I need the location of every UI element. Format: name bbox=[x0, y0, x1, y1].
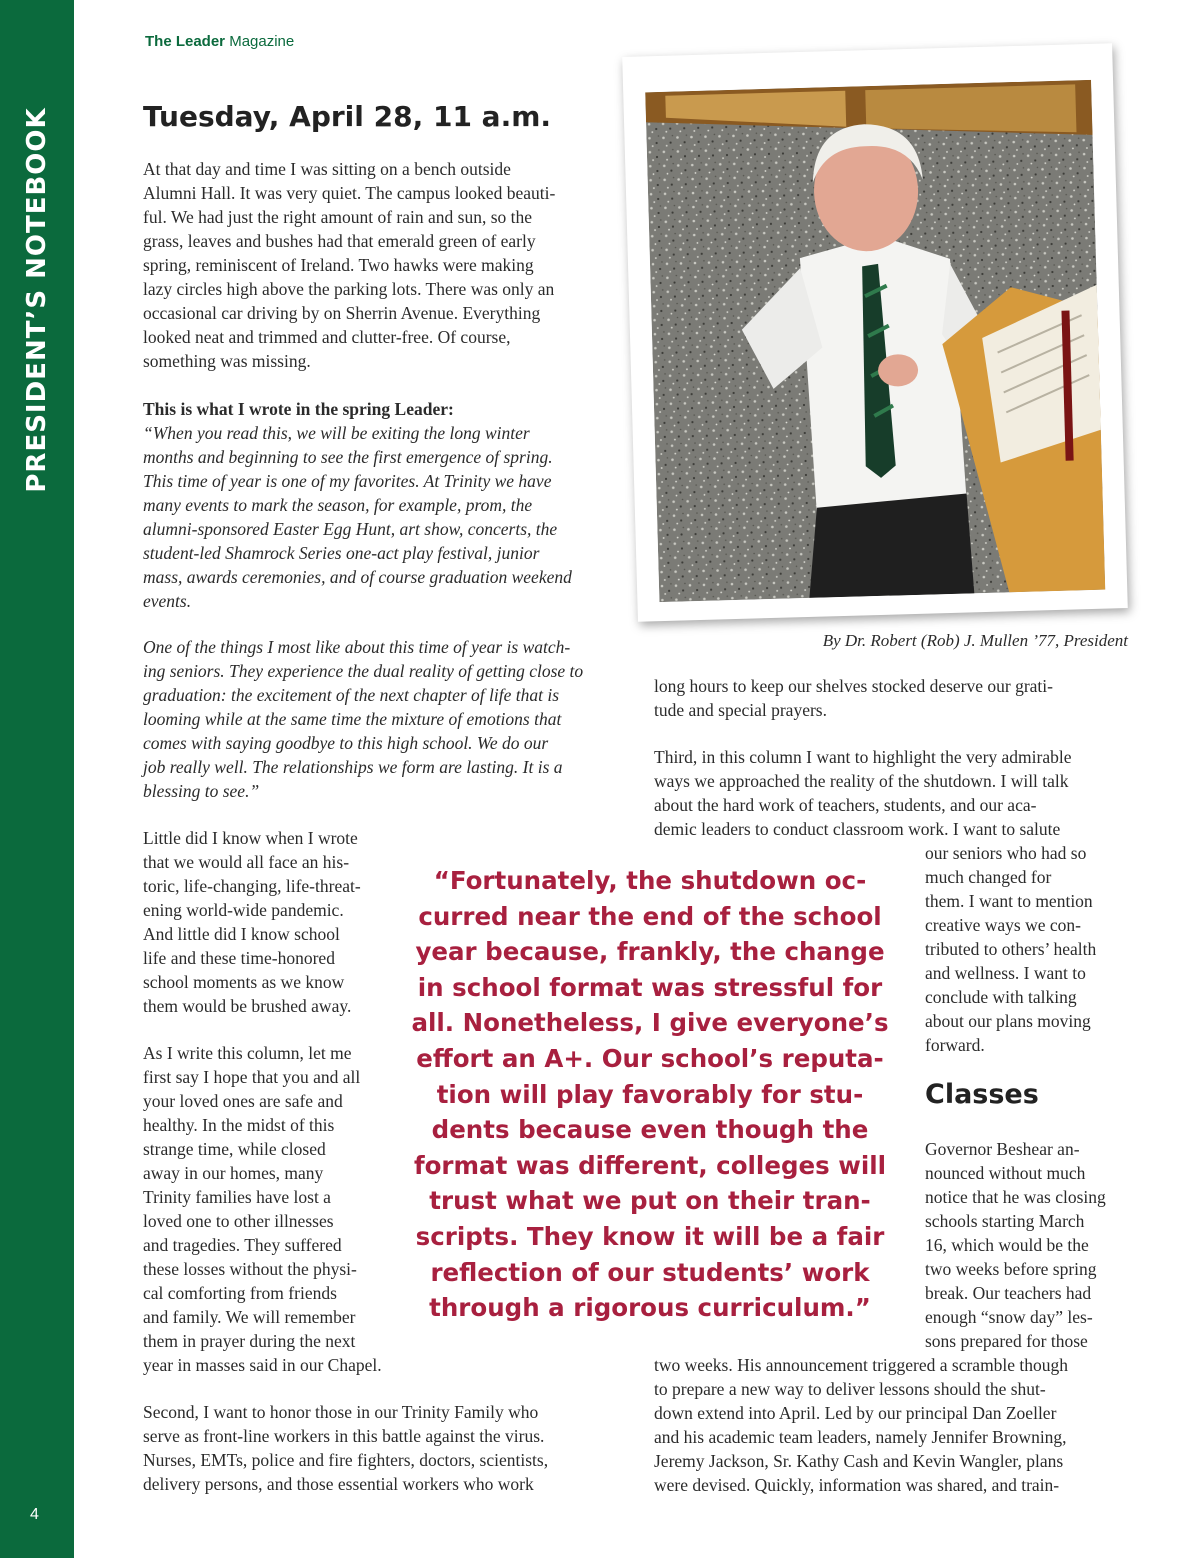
text-line: Trinity families have lost a bbox=[143, 1187, 331, 1207]
text-line: school moments as we know bbox=[143, 972, 345, 992]
text-line: about the hard work of teachers, students, and our aca- bbox=[654, 795, 1037, 815]
pull-quote-line: effort an A+. Our school’s reputa- bbox=[416, 1043, 884, 1073]
text-line: to prepare a new way to deliver lessons should the shut- bbox=[654, 1379, 1046, 1399]
text-line: and wellness. I want to bbox=[925, 963, 1086, 983]
pull-quote-line: in school format was stressful for bbox=[417, 972, 883, 1002]
pull-quote-line: trust what we put on their tran- bbox=[429, 1186, 871, 1216]
text-line: blessing to see.” bbox=[143, 781, 260, 801]
article-heading: Tuesday, April 28, 11 a.m. bbox=[143, 100, 552, 133]
text-line: Third, in this column I want to highlight the very admirable bbox=[654, 747, 1072, 767]
sidebar bbox=[0, 0, 74, 1558]
text-line: As I write this column, let me bbox=[143, 1043, 352, 1063]
text-line: ing seniors. They experience the dual reality of getting close to bbox=[143, 661, 584, 681]
text-line: about our plans moving bbox=[925, 1011, 1091, 1031]
text-line: break. Our teachers had bbox=[925, 1283, 1092, 1303]
text-line: job really well. The relationships we form are lasting. It is a bbox=[143, 757, 563, 777]
text-line: Nurses, EMTs, police and fire fighters, doctors, scientists, bbox=[143, 1450, 549, 1470]
text-line: tude and special prayers. bbox=[654, 700, 827, 720]
text-line: lazy circles high above the parking lots. There was only an bbox=[143, 279, 555, 299]
pull-quote bbox=[400, 863, 900, 1326]
text-line: ening world-wide pandemic. bbox=[143, 900, 344, 920]
text-line: first say I hope that you and all bbox=[143, 1067, 361, 1087]
pull-quote-line: through a rigorous curriculum.” bbox=[429, 1293, 871, 1323]
text-line: enough “snow day” les- bbox=[925, 1307, 1093, 1327]
front-line-paragraph bbox=[143, 1400, 548, 1496]
text-line: them in prayer during the next bbox=[143, 1331, 356, 1351]
text-line: delivery persons, and those essential workers who work bbox=[143, 1474, 534, 1494]
text-line: strange time, while closed bbox=[143, 1139, 326, 1159]
spring-quote-continued bbox=[143, 635, 583, 803]
text-line: Second, I want to honor those in our Trinity Family who bbox=[143, 1402, 539, 1422]
text-line: cal comforting from friends bbox=[143, 1283, 337, 1303]
pull-quote-line: “Fortunately, the shutdown oc- bbox=[433, 866, 867, 895]
text-line: This time of year is one of my favorites. At Trinity we have bbox=[143, 471, 552, 491]
text-line: that we would all face an his- bbox=[143, 852, 350, 872]
text-line: down extend into April. Led by our principal Dan Zoeller bbox=[654, 1403, 1057, 1423]
text-line: And little did I know school bbox=[143, 924, 340, 944]
text-line: and family. We will remember bbox=[143, 1307, 356, 1327]
text-line: and tragedies. They suffered bbox=[143, 1235, 342, 1255]
text-line: occasional car driving by on Sherrin Avenue. Everything bbox=[143, 303, 541, 323]
classes-paragraph bbox=[925, 1137, 1106, 1353]
text-line: toric, life-changing, life-threat- bbox=[143, 876, 361, 896]
gratitude-paragraph bbox=[654, 674, 1053, 722]
masthead-brand: The Leader bbox=[145, 33, 226, 50]
section-title: PRESIDENT’S NOTEBOOK bbox=[22, 107, 52, 493]
text-line: notice that he was closing bbox=[925, 1187, 1106, 1207]
text-line: much changed for bbox=[925, 867, 1052, 887]
text-line: something was missing. bbox=[143, 351, 311, 371]
text-line: many events to mark the season, for example, prom, the bbox=[143, 495, 533, 515]
text-line: ful. We had just the right amount of rain and sun, so the bbox=[143, 207, 533, 227]
pull-quote-line: tion will play favorably for stu- bbox=[436, 1079, 864, 1109]
text-line: forward. bbox=[925, 1035, 985, 1055]
classes-heading: Classes bbox=[925, 1079, 1039, 1110]
text-line: events. bbox=[143, 591, 192, 611]
text-line: At that day and time I was sitting on a bench outside bbox=[143, 159, 511, 179]
text-line: mass, awards ceremonies, and of course graduation weekend bbox=[143, 567, 572, 587]
shutdown-paragraph-continued bbox=[925, 841, 1096, 1057]
intro-paragraph bbox=[143, 157, 555, 373]
text-line: demic leaders to conduct classroom work. I want to salute bbox=[654, 819, 1061, 839]
spring-quote bbox=[143, 397, 572, 613]
pull-quote-line: curred near the end of the school bbox=[418, 901, 882, 931]
text-line: schools starting March bbox=[925, 1211, 1085, 1231]
text-line: two weeks before spring bbox=[925, 1259, 1097, 1279]
text-line: looked neat and trimmed and clutter-free. Of course, bbox=[143, 327, 511, 347]
text-line: “When you read this, we will be exiting the long winter bbox=[143, 423, 530, 443]
president-portrait-image bbox=[645, 80, 1105, 602]
text-line: these losses without the physi- bbox=[143, 1259, 357, 1279]
pull-quote-line: reflection of our students’ work bbox=[430, 1257, 870, 1287]
text-line: tributed to others’ health bbox=[925, 939, 1097, 959]
photo-caption: By Dr. Robert (Rob) J. Mullen ’77, President bbox=[822, 631, 1128, 650]
text-line: alumni-sponsored Easter Egg Hunt, art show, concerts, the bbox=[143, 519, 558, 539]
text-line: long hours to keep our shelves stocked deserve our grati- bbox=[654, 676, 1053, 696]
text-line: nounced without much bbox=[925, 1163, 1086, 1183]
pull-quote-line: format was different, colleges will bbox=[413, 1150, 887, 1180]
prayer-paragraph bbox=[143, 1041, 382, 1377]
masthead-section: Magazine bbox=[229, 33, 295, 50]
spring-label: This is what I wrote in the spring Leader: bbox=[143, 399, 454, 419]
text-line: healthy. In the midst of this bbox=[143, 1115, 335, 1135]
text-line: two weeks. His announcement triggered a scramble though bbox=[654, 1355, 1069, 1375]
text-line: grass, leaves and bushes had that emerald green of early bbox=[143, 231, 536, 251]
text-line: looming while at the same time the mixture of emotions that bbox=[143, 709, 562, 729]
text-line: creative ways we con- bbox=[925, 915, 1081, 935]
text-line: life and these time-honored bbox=[143, 948, 335, 968]
text-line: them would be brushed away. bbox=[143, 996, 352, 1016]
pull-quote-line: all. Nonetheless, I give everyone’s bbox=[411, 1008, 889, 1038]
text-line: conclude with talking bbox=[925, 987, 1077, 1007]
page-number: 4 bbox=[30, 1506, 39, 1523]
pull-quote-line: year because, frankly, the change bbox=[415, 937, 885, 967]
text-line: our seniors who had so bbox=[925, 843, 1087, 863]
text-line: One of the things I most like about this time of year is watch- bbox=[143, 637, 571, 657]
text-line: Alumni Hall. It was very quiet. The campus looked beauti- bbox=[143, 183, 556, 203]
text-line: and his academic team leaders, namely Jennifer Browning, bbox=[654, 1427, 1067, 1447]
text-line: Little did I know when I wrote bbox=[143, 828, 358, 848]
text-line: 16, which would be the bbox=[925, 1235, 1089, 1255]
shutdown-paragraph bbox=[654, 745, 1072, 841]
text-line: months and beginning to see the first emergence of spring. bbox=[143, 447, 553, 467]
text-line: loved one to other illnesses bbox=[143, 1211, 334, 1231]
text-line: ways we approached the reality of the shutdown. I will talk bbox=[654, 771, 1069, 791]
text-line: away in our homes, many bbox=[143, 1163, 324, 1183]
text-line: them. I want to mention bbox=[925, 891, 1093, 911]
masthead bbox=[145, 33, 294, 50]
pull-quote-line: scripts. They know it will be a fair bbox=[415, 1221, 885, 1251]
classes-paragraph-continued bbox=[654, 1353, 1068, 1497]
text-line: were devised. Quickly, information was shared, and train- bbox=[654, 1475, 1060, 1495]
text-line: graduation: the excitement of the next chapter of life that is bbox=[143, 685, 560, 705]
text-line: your loved ones are safe and bbox=[143, 1091, 343, 1111]
text-line: comes with saying goodbye to this high school. We do our bbox=[143, 733, 549, 753]
text-line: year in masses said in our Chapel. bbox=[143, 1355, 382, 1375]
pull-quote-line: dents because even though the bbox=[431, 1115, 869, 1145]
pandemic-paragraph bbox=[143, 826, 361, 1018]
text-line: Jeremy Jackson, Sr. Kathy Cash and Kevin Wangler, plans bbox=[654, 1451, 1064, 1471]
text-line: Governor Beshear an- bbox=[925, 1139, 1080, 1159]
text-line: serve as front-line workers in this battle against the virus. bbox=[143, 1426, 545, 1446]
text-line: sons prepared for those bbox=[925, 1331, 1088, 1351]
text-line: spring, reminiscent of Ireland. Two hawks were making bbox=[143, 255, 534, 275]
president-photo bbox=[622, 43, 1128, 621]
text-line: student-led Shamrock Series one-act play festival, junior bbox=[143, 543, 540, 563]
